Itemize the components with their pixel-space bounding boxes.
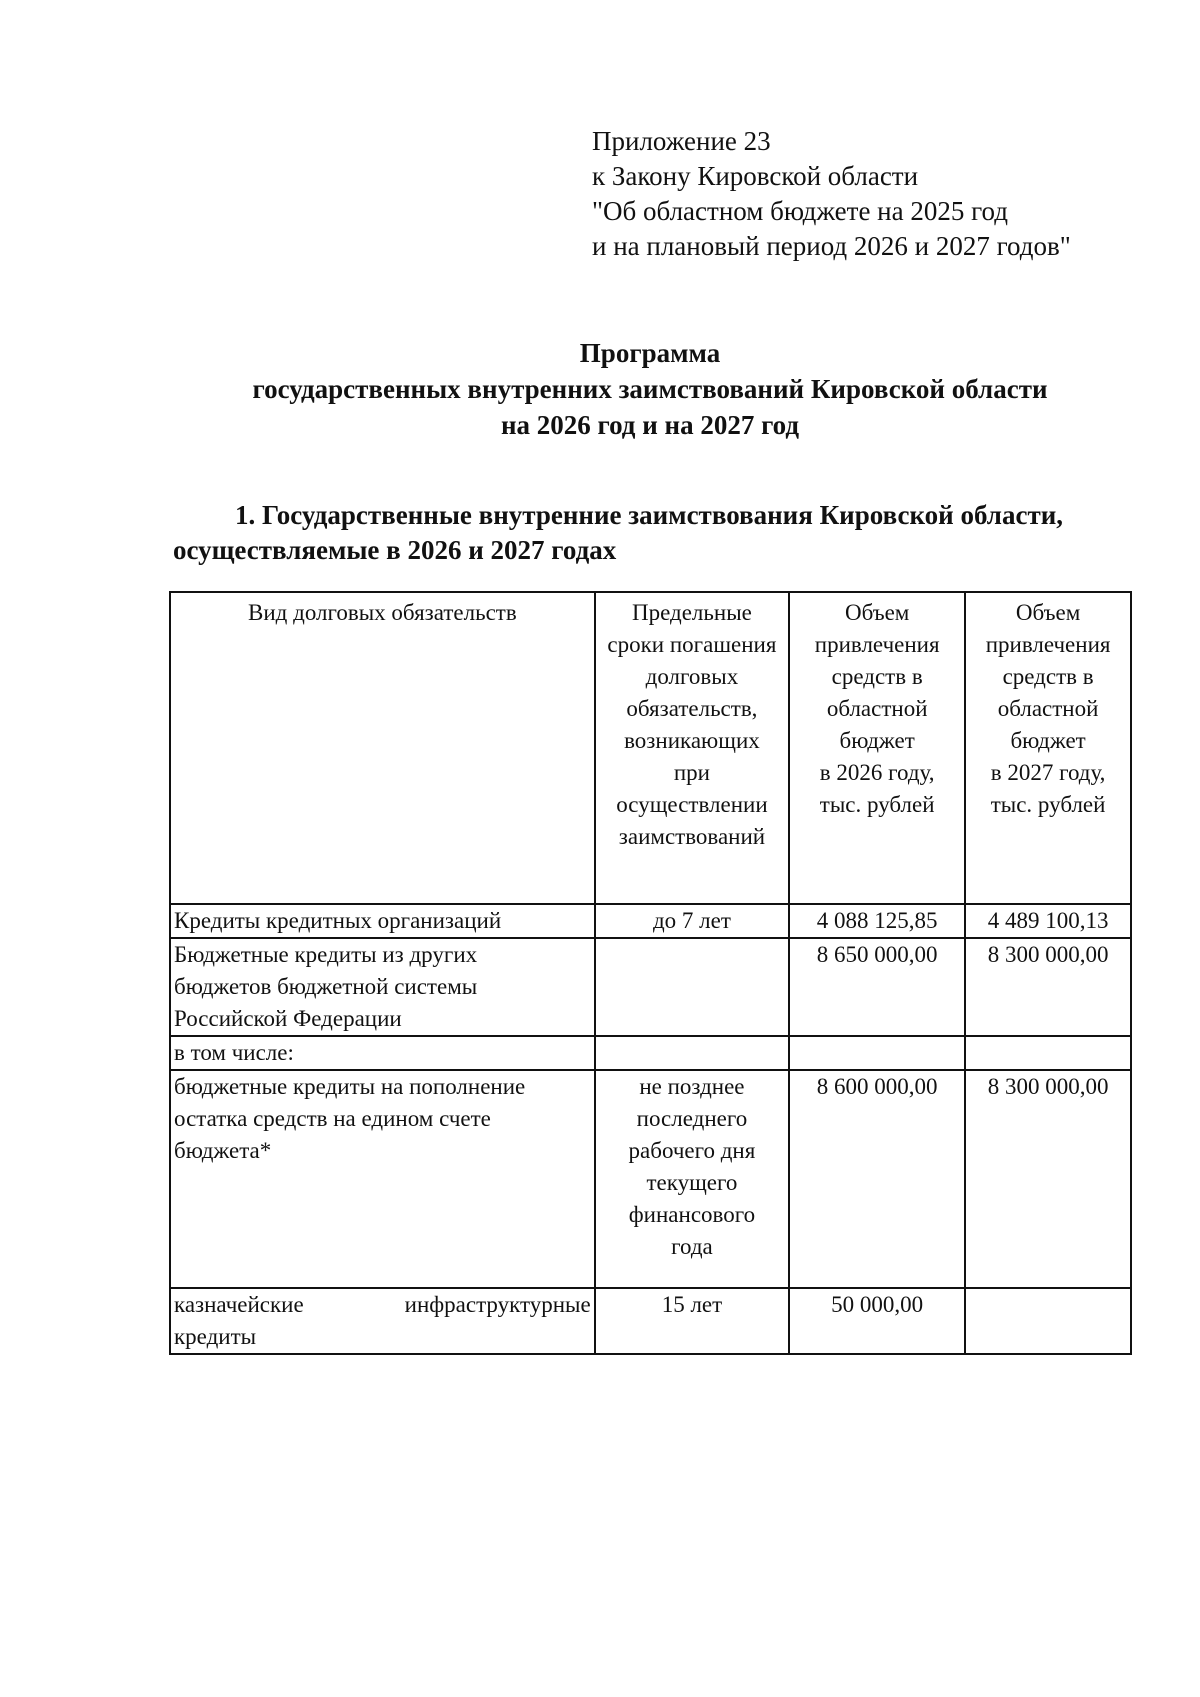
row-debt-type: [170, 1288, 595, 1354]
row-term-line: рабочего дня: [628, 1138, 756, 1163]
row-term-line: последнего: [636, 1106, 748, 1131]
row-term-line: текущего: [646, 1170, 738, 1195]
header-volume-2026: [789, 592, 965, 904]
header-2027-line: бюджет: [1010, 728, 1086, 753]
row-volume-2027: [965, 1036, 1131, 1070]
section-heading: [173, 498, 1133, 568]
header-2026-line: тыс. рублей: [819, 792, 935, 817]
row-volume-2027: 4 489 100,13: [965, 904, 1131, 938]
row-debt-type-line: остатка средств на едином счете: [174, 1106, 491, 1131]
row-debt-type: [170, 938, 595, 1036]
row-term: [595, 1070, 789, 1288]
header-term-line: при: [673, 760, 710, 785]
row-volume-2026: 4 088 125,85: [789, 904, 965, 938]
row-volume-2026: 8 650 000,00: [789, 938, 965, 1036]
header-2026-line: бюджет: [839, 728, 915, 753]
row-term: [595, 938, 789, 1036]
header-term-line: долговых: [645, 664, 739, 689]
table-row: [170, 1036, 1131, 1070]
header-2026-line: Объем: [844, 600, 910, 625]
title-line-2: государственных внутренних заимствований Кировской области: [252, 374, 1048, 404]
header-2027-line: привлечения: [985, 632, 1111, 657]
annex-line-1: Приложение 23: [592, 126, 771, 156]
row-debt-type-line: Российской Федерации: [174, 1006, 402, 1031]
row-volume-2027: 8 300 000,00: [965, 938, 1131, 1036]
table-row: [170, 1070, 1131, 1288]
header-repayment-term: [595, 592, 789, 904]
header-2027-line: тыс. рублей: [990, 792, 1106, 817]
header-term-line: заимствований: [618, 824, 766, 849]
row-term: до 7 лет: [595, 904, 789, 938]
header-term-line: сроки погашения: [607, 632, 777, 657]
table-row: [170, 938, 1131, 1036]
row-debt-type: [170, 1070, 595, 1288]
document-title: [0, 335, 1200, 443]
annex-line-2: к Закону Кировской области: [592, 161, 919, 191]
annex-line-4: и на плановый период 2026 и 2027 годов": [592, 231, 1071, 261]
title-line-3: на 2026 год и на 2027 год: [500, 410, 800, 440]
row-debt-type-line: бюджетные кредиты на пополнение: [174, 1074, 526, 1099]
row-term-line: финансового: [628, 1202, 756, 1227]
title-line-1: Программа: [579, 338, 721, 368]
annex-reference: [592, 124, 1071, 264]
header-2026-line: в 2026 году,: [819, 760, 935, 785]
table-header-row: [170, 592, 1131, 904]
table-row: [170, 904, 1131, 938]
row-term: 15 лет: [595, 1288, 789, 1354]
header-volume-2027: [965, 592, 1131, 904]
row-term-line: не позднее: [639, 1074, 745, 1099]
row-debt-type: в том числе:: [170, 1036, 595, 1070]
section-line-2: осуществляемые в 2026 и 2027 годах: [173, 535, 617, 565]
row-debt-type-word: кредиты: [174, 1324, 257, 1349]
header-debt-type: Вид долговых обязательств: [170, 592, 595, 904]
header-2027-line: Объем: [1015, 600, 1081, 625]
row-volume-2027: [965, 1288, 1131, 1354]
row-debt-type-line: бюджетов бюджетной системы: [174, 974, 478, 999]
header-2026-line: привлечения: [814, 632, 940, 657]
row-debt-type-line: бюджета*: [174, 1138, 272, 1163]
table-row: [170, 1288, 1131, 1354]
header-2027-line: средств в: [1002, 664, 1094, 689]
header-term-line: обязательств,: [626, 696, 758, 721]
row-volume-2027: 8 300 000,00: [965, 1070, 1131, 1288]
row-term: [595, 1036, 789, 1070]
row-volume-2026: 8 600 000,00: [789, 1070, 965, 1288]
borrowings-table: [169, 591, 1132, 1355]
header-2027-line: в 2027 году,: [990, 760, 1106, 785]
section-line-1: 1. Государственные внутренние заимствования Кировской области,: [235, 500, 1064, 530]
row-volume-2026: 50 000,00: [789, 1288, 965, 1354]
header-term-line: осуществлении: [616, 792, 768, 817]
row-debt-type-word: инфраструктурные: [404, 1292, 591, 1317]
header-2026-line: областной: [826, 696, 928, 721]
row-debt-type-word: казначейские: [174, 1292, 304, 1317]
annex-line-3: "Об областном бюджете на 2025 год: [592, 196, 1008, 226]
row-debt-type-line: Бюджетные кредиты из других: [174, 942, 478, 967]
row-volume-2026: [789, 1036, 965, 1070]
header-term-line: Предельные: [632, 600, 752, 625]
row-term-line: года: [671, 1234, 713, 1259]
header-term-line: возникающих: [624, 728, 760, 753]
row-debt-type: Кредиты кредитных организаций: [170, 904, 595, 938]
header-2027-line: областной: [997, 696, 1099, 721]
header-2026-line: средств в: [831, 664, 923, 689]
